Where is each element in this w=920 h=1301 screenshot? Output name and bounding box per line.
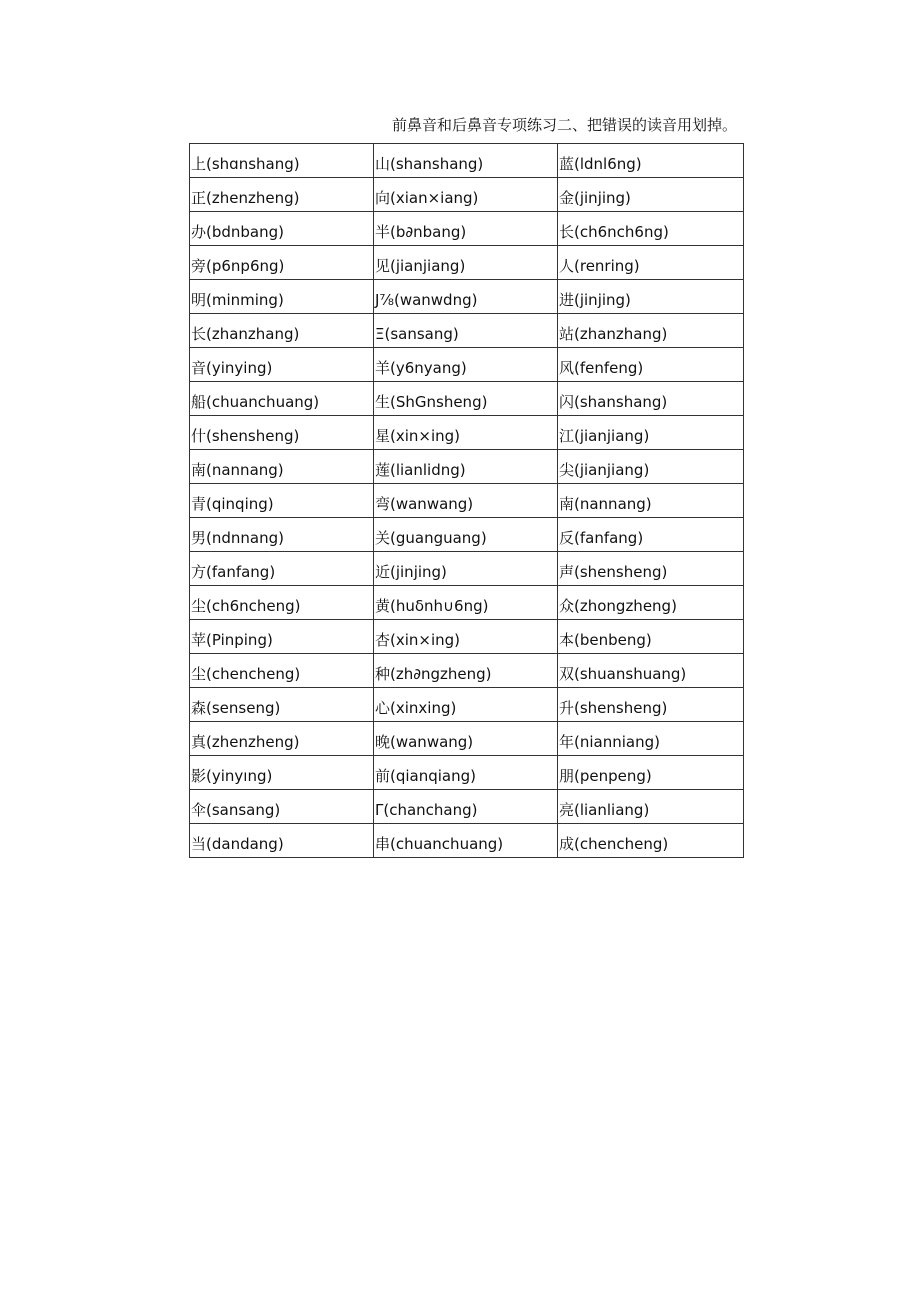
table-cell [190,586,374,620]
word-with-pinyin: 尖(jianjiang) [559,461,650,479]
table-row [190,552,744,586]
table-cell [374,382,558,416]
table-row [190,722,744,756]
table-cell [374,518,558,552]
table-row [190,280,744,314]
table-cell [190,314,374,348]
table-cell [558,178,744,212]
table-row [190,382,744,416]
word-with-pinyin: 杏(xin×ing) [375,631,461,649]
table-cell [190,144,374,178]
table-cell [190,178,374,212]
word-with-pinyin: 苹(Pinping) [191,631,273,649]
table-row [190,178,744,212]
word-with-pinyin: 男(ndnnang) [191,529,284,547]
table-cell [190,484,374,518]
word-with-pinyin: 长(ch6nch6ng) [559,223,669,241]
word-with-pinyin: 真(zhenzheng) [191,733,300,751]
table-cell [558,688,744,722]
word-with-pinyin: 站(zhanzhang) [559,325,668,343]
table-row [190,450,744,484]
table-cell [558,824,744,858]
table-row [190,756,744,790]
pinyin-exercise-table [189,143,744,858]
table-cell [374,620,558,654]
word-with-pinyin: 尘(ch6ncheng) [191,597,301,615]
table-row [190,654,744,688]
table-cell [374,654,558,688]
page-title: 前鼻音和后鼻音专项练习二、把错误的读音用划掉。 [392,116,738,134]
word-with-pinyin: 闪(shanshang) [559,393,668,411]
word-with-pinyin: 莲(lianlidng) [375,461,466,479]
table-cell [374,688,558,722]
table-cell [374,144,558,178]
word-with-pinyin: 见(jianjiang) [375,257,466,275]
word-with-pinyin: 当(dandang) [191,835,284,853]
table-row [190,484,744,518]
word-with-pinyin: 反(fanfang) [559,529,644,547]
word-with-pinyin: 心(xinxing) [375,699,457,717]
word-with-pinyin: 南(nannang) [559,495,652,513]
table-cell [374,178,558,212]
table-cell [558,756,744,790]
word-with-pinyin: 弯(wanwang) [375,495,474,513]
table-row [190,688,744,722]
word-with-pinyin: 串(chuanchuang) [375,835,504,853]
table-cell [558,654,744,688]
table-row [190,416,744,450]
word-with-pinyin: 风(fenfeng) [559,359,644,377]
word-with-pinyin: 星(xin×ing) [375,427,461,445]
table-cell [374,586,558,620]
table-cell [190,518,374,552]
table-cell [190,348,374,382]
word-with-pinyin: 金(jinjing) [559,189,631,207]
table-row [190,348,744,382]
table-cell [190,824,374,858]
word-with-pinyin: 影(yinyıng) [191,767,273,785]
pinyin-exercise-body [190,144,744,858]
word-with-pinyin: 蓝(ldnl6ng) [559,155,642,173]
word-with-pinyin: 黄(huδnh∪6ng) [375,597,489,615]
word-with-pinyin: 船(chuanchuang) [191,393,320,411]
word-with-pinyin: 江(jianjiang) [559,427,650,445]
table-row [190,790,744,824]
word-with-pinyin: 亮(lianliang) [559,801,650,819]
word-with-pinyin: 朋(penpeng) [559,767,652,785]
table-cell [558,586,744,620]
word-with-pinyin: 上(shɑnshang) [191,155,300,173]
word-with-pinyin: 关(guanguang) [375,529,487,547]
table-cell [374,824,558,858]
word-with-pinyin: 羊(y6nyang) [375,359,467,377]
table-cell [374,484,558,518]
word-with-pinyin: 声(shensheng) [559,563,668,581]
table-cell [374,416,558,450]
table-cell [374,790,558,824]
word-with-pinyin: 近(jinjing) [375,563,447,581]
table-row [190,212,744,246]
table-row [190,824,744,858]
word-with-pinyin: 人(renring) [559,257,640,275]
word-with-pinyin: 向(xian×iang) [375,189,479,207]
word-with-pinyin: 旁(p6np6ng) [191,257,285,275]
table-cell [558,416,744,450]
word-with-pinyin: 成(chencheng) [559,835,669,853]
word-with-pinyin: 明(minming) [191,291,284,309]
table-cell [190,722,374,756]
word-with-pinyin: 本(benbeng) [559,631,652,649]
table-cell [190,450,374,484]
table-cell [190,280,374,314]
word-with-pinyin: 长(zhanzhang) [191,325,300,343]
word-with-pinyin: 森(senseng) [191,699,281,717]
word-with-pinyin: 晚(wanwang) [375,733,474,751]
table-row [190,620,744,654]
table-cell [558,314,744,348]
word-with-pinyin: 众(zhongzheng) [559,597,677,615]
table-cell [558,212,744,246]
word-with-pinyin: 尘(chencheng) [191,665,301,683]
word-with-pinyin: Ξ(sansang) [375,325,459,343]
table-cell [190,654,374,688]
table-cell [558,144,744,178]
word-with-pinyin: 双(shuanshuang) [559,665,687,683]
table-cell [374,450,558,484]
word-with-pinyin: 年(nianniang) [559,733,660,751]
word-with-pinyin: 山(shanshang) [375,155,484,173]
table-cell [190,790,374,824]
table-cell [374,552,558,586]
table-row [190,144,744,178]
table-cell [558,722,744,756]
table-cell [558,484,744,518]
table-cell [190,756,374,790]
word-with-pinyin: 青(qinqing) [191,495,274,513]
table-cell [190,620,374,654]
table-cell [190,552,374,586]
word-with-pinyin: 伞(sansang) [191,801,281,819]
word-with-pinyin: 办(bdnbang) [191,223,284,241]
table-cell [190,416,374,450]
word-with-pinyin: J⅞(wanwdng) [375,291,478,309]
table-cell [374,280,558,314]
table-cell [558,518,744,552]
word-with-pinyin: 种(zh∂ngzheng) [375,665,492,683]
table-cell [190,246,374,280]
word-with-pinyin: 什(shensheng) [191,427,300,445]
word-with-pinyin: 进(jinjing) [559,291,631,309]
table-cell [558,382,744,416]
table-cell [190,212,374,246]
table-cell [558,280,744,314]
table-cell [558,450,744,484]
word-with-pinyin: 半(b∂nbang) [375,223,467,241]
table-row [190,246,744,280]
table-cell [558,246,744,280]
table-cell [558,790,744,824]
table-cell [558,348,744,382]
table-cell [374,348,558,382]
word-with-pinyin: 音(yinying) [191,359,273,377]
table-row [190,314,744,348]
word-with-pinyin: 前(qianqiang) [375,767,477,785]
table-cell [558,620,744,654]
word-with-pinyin: 方(fanfang) [191,563,276,581]
table-cell [374,756,558,790]
word-with-pinyin: 南(nannang) [191,461,284,479]
word-with-pinyin: 正(zhenzheng) [191,189,300,207]
word-with-pinyin: 升(shensheng) [559,699,668,717]
table-cell [374,212,558,246]
word-with-pinyin: Γ(chanchang) [375,801,478,819]
table-cell [190,382,374,416]
word-with-pinyin: 生(ShGnsheng) [375,393,488,411]
table-row [190,518,744,552]
table-cell [374,314,558,348]
table-cell [558,552,744,586]
table-row [190,586,744,620]
table-cell [374,246,558,280]
table-cell [190,688,374,722]
table-cell [374,722,558,756]
